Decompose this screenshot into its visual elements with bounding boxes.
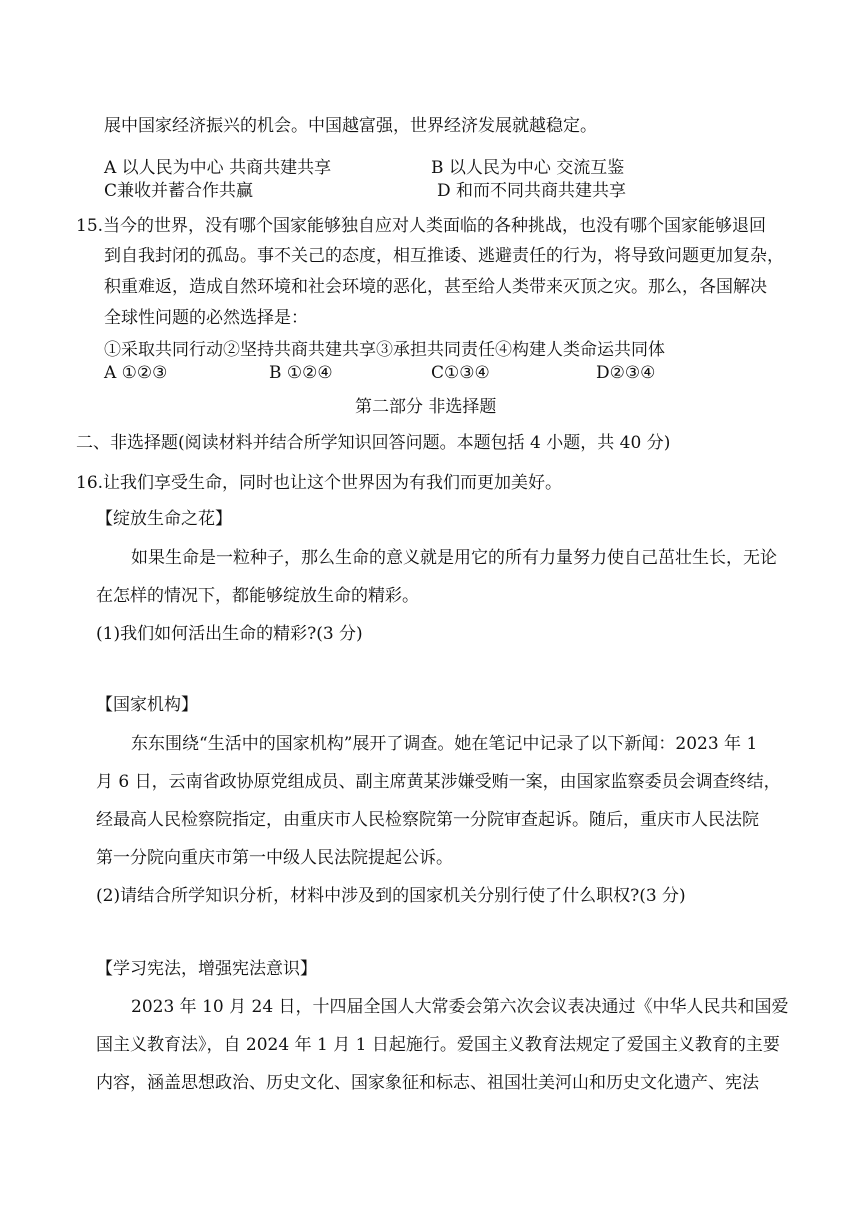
q16-section1-para-line-1: 如果生命是一粒种子，那么生命的意义就是用它的所有力量努力使自己茁壮生长，无论 xyxy=(131,548,777,568)
q14-stem-tail: 展中国家经济振兴的机会。中国越富强，世界经济发展就越稳定。 xyxy=(104,116,597,136)
q14-option-b: B 以人民为中心 交流互鉴 xyxy=(431,158,625,178)
q15-items: ①采取共同行动②坚持共商共建共享③承担共同责任④构建人类命运共同体 xyxy=(104,340,665,360)
q15-option-c: C①③④ xyxy=(431,363,490,383)
q16-section2-para-line-1: 东东围绕“生活中的国家机构”展开了调查。她在笔记中记录了以下新闻：2023 年 1 xyxy=(131,734,758,754)
q16-section2-question: (2)请结合所学知识分析，材料中涉及到的国家机关分别行使了什么职权?(3 分) xyxy=(96,886,686,906)
q15-stem-line-3: 积重难返，造成自然环境和社会环境的恶化，甚至给人类带来灭顶之灾。那么，各国解决 xyxy=(104,277,767,297)
q16-section3-para-line-1: 2023 年 10 月 24 日，十四届全国人大常委会第六次会议表决通过《中华人民共和国爱 xyxy=(131,997,789,1017)
q16-section2-heading: 【国家机构】 xyxy=(96,695,198,715)
part2-instruction: 二、非选择题(阅读材料并结合所学知识回答问题。本题包括 4 小题，共 40 分) xyxy=(76,433,671,453)
q16-section1-heading: 【绽放生命之花】 xyxy=(96,509,232,529)
q16-section3-para-line-3: 内容，涵盖思想政治、历史文化、国家象征和标志、祖国壮美河山和历史文化遗产、宪法 xyxy=(96,1073,759,1093)
q16-section3-heading: 【学习宪法，增强宪法意识】 xyxy=(96,959,317,979)
q16-section2-para-line-2: 月 6 日，云南省政协原党组成员、副主席黄某涉嫌受贿一案，由国家监察委员会调查终结， xyxy=(96,772,781,792)
q16-section1-para-line-2: 在怎样的情况下，都能够绽放生命的精彩。 xyxy=(96,586,419,606)
q15-option-a: A ①②③ xyxy=(104,363,168,383)
q15-option-b: B ①②④ xyxy=(269,363,333,383)
q16-stem: 16.让我们享受生命，同时也让这个世界因为有我们而更加美好。 xyxy=(76,473,563,493)
q15-option-d: D②③④ xyxy=(596,363,656,383)
q16-section1-question: (1)我们如何活出生命的精彩?(3 分) xyxy=(96,624,363,644)
q15-stem-line-2: 到自我封闭的孤岛。事不关己的态度，相互推诿、逃避责任的行为，将导致问题更加复杂， xyxy=(104,246,784,266)
q16-section3-para-line-2: 国主义教育法》，自 2024 年 1 月 1 日起施行。爱国主义教育法规定了爱国主义教育的主要 xyxy=(96,1035,780,1055)
q15-stem-line-4: 全球性问题的必然选择是： xyxy=(104,308,308,328)
q14-option-c: C兼收并蓄合作共赢 xyxy=(104,181,254,201)
q14-option-a: A 以人民为中心 共商共建共享 xyxy=(104,158,332,178)
part2-title: 第二部分 非选择题 xyxy=(355,397,497,417)
q14-option-d: D 和而不同共商共建共享 xyxy=(437,181,627,201)
q16-section2-para-line-3: 经最高人民检察院指定，由重庆市人民检察院第一分院审查起诉。随后，重庆市人民法院 xyxy=(96,810,759,830)
q16-section2-para-line-4: 第一分院向重庆市第一中级人民法院提起公诉。 xyxy=(96,848,453,868)
q15-stem-line-1: 15.当今的世界，没有哪个国家能够独自应对人类面临的各种挑战，也没有哪个国家能够退回 xyxy=(76,216,767,236)
